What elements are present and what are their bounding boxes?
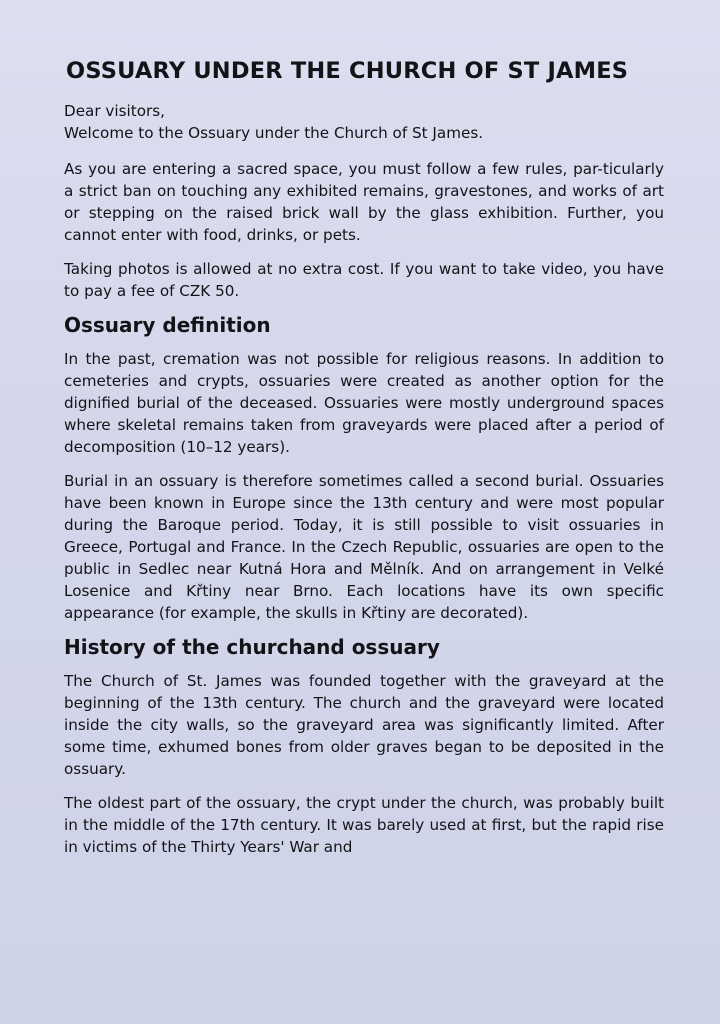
history-paragraph-2: The oldest part of the ossuary, the crypt under the church, was probably built in the middle of the 17th century. It was barely used at first, but the rapid rise in victims of the Thirty Years' War and <box>64 794 664 856</box>
definition-paragraph-2: Burial in an ossuary is therefore sometimes called a second burial. Ossuaries have been known in Europe since the 13th century and were most popular during the Baroque period. Today, it is still possible to visit ossuaries in Greece, Portugal and France. In the Czech Republic, ossuaries are open to the public in Sedlec near Kutná Hora and Mělník. And on arrangement in Velké Losenice and Křtiny near Brno. Each locations have its own specific appearance (for example, the skulls in Křtiny are decorated). <box>64 472 664 622</box>
rules-paragraph: As you are entering a sacred space, you must follow a few rules, par-ticularly a strict ban on touching any exhibited remains, gravestones, and works of art or stepping on the raised brick wall by the glass exhibition. Further, you cannot enter with food, drinks, or pets. <box>64 160 664 244</box>
intro-block <box>64 100 664 144</box>
welcome-line: Welcome to the Ossuary under the Church of St James. <box>64 124 484 142</box>
page-title: OSSUARY UNDER THE CHURCH OF ST JAMES <box>66 58 629 84</box>
history-heading: History of the churchand ossuary <box>64 635 440 659</box>
photos-paragraph: Taking photos is allowed at no extra cost. If you want to take video, you have to pay a fee of CZK 50. <box>64 260 664 300</box>
history-paragraph-1: The Church of St. James was founded together with the graveyard at the beginning of the 13th century. The church and the graveyard were located inside the city walls, so the graveyard area was significantly limited. After some time, exhumed bones from older graves began to be deposited in the ossuary. <box>64 672 664 778</box>
definition-heading: Ossuary definition <box>64 313 271 337</box>
greeting: Dear visitors, <box>64 102 165 120</box>
definition-paragraph-1: In the past, cremation was not possible for religious reasons. In addition to cemeteries and crypts, ossuaries were created as another option for the dignified burial of the deceased. Ossuaries were mostly underground spaces where skeletal remains taken from graveyards were placed after a period of decomposition (10–12 years). <box>64 350 664 456</box>
